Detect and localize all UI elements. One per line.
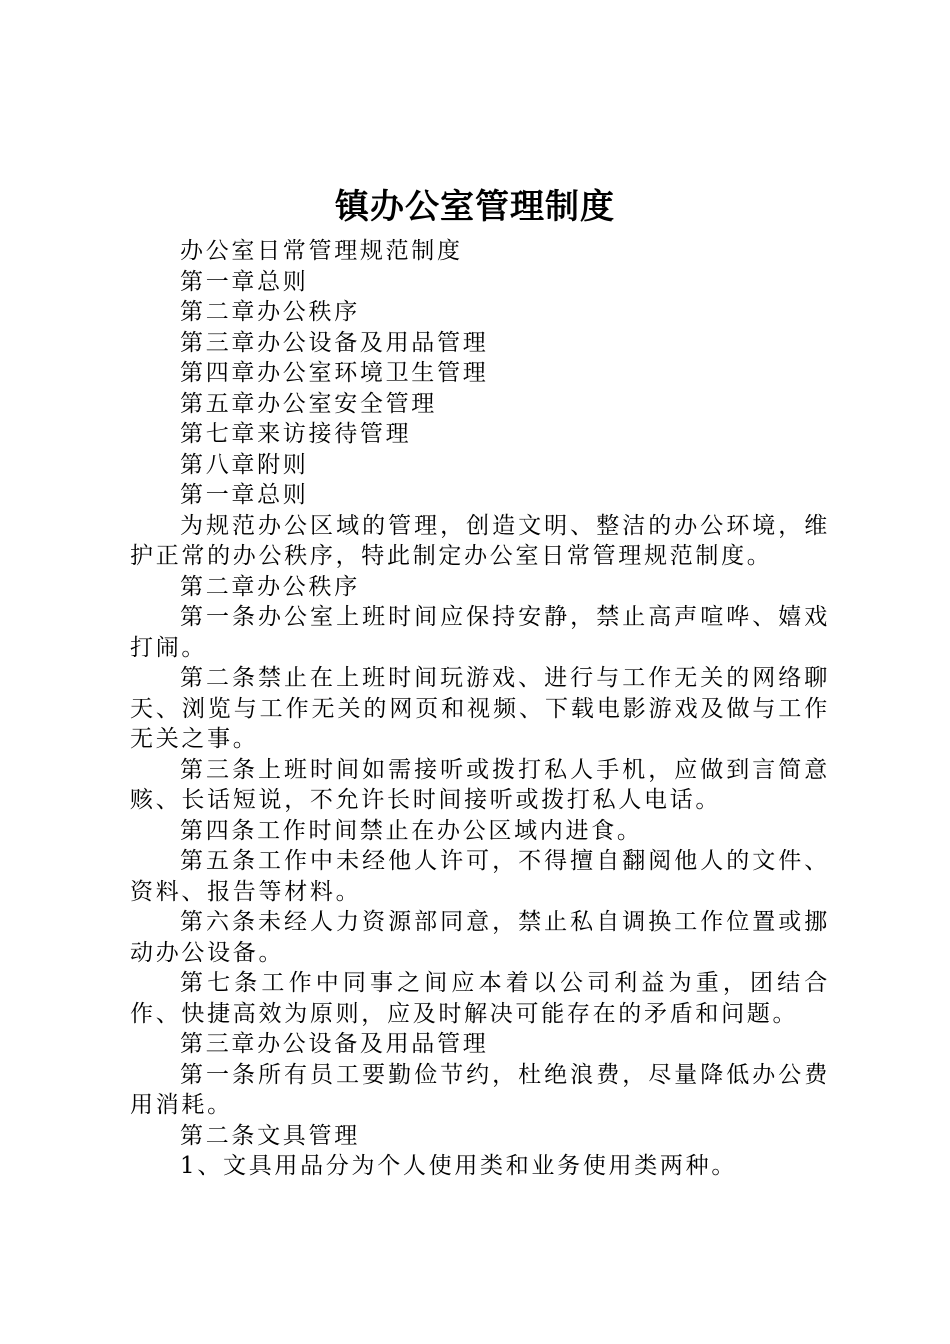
chapter-heading: 第七章来访接待管理: [180, 421, 412, 447]
article-paragraph: 第一条办公室上班时间应保持安静，禁止高声喧哗、嬉戏打闹。: [130, 604, 830, 661]
chapter-heading: 第二章办公秩序: [180, 299, 360, 325]
chapter-heading: 第八章附则: [180, 451, 309, 478]
article-paragraph: 第一条所有员工要勤俭节约，杜绝浪费，尽量降低办公费用消耗。: [130, 1061, 830, 1118]
chapter-heading: 第五章办公室安全管理: [180, 390, 437, 417]
document-title: 镇办公室管理制度: [335, 187, 615, 227]
article-paragraph: 第三条上班时间如需接听或拨打私人手机，应做到言简意赅、长话短说，不允许长时间接听或拨打私人电话。: [130, 756, 830, 813]
document-body: [130, 236, 830, 1182]
chapter-heading: 第四章办公室环境卫生管理: [180, 360, 489, 386]
chapter-heading: 第二章办公秩序: [180, 573, 360, 600]
chapter-heading: 第三章办公设备及用品管理: [180, 329, 489, 356]
chapter-heading: 第三章办公设备及用品管理: [180, 1031, 489, 1057]
chapter-heading: 第一章总则: [180, 268, 309, 295]
list-item: 1、文具用品分为个人使用类和业务使用类两种。: [180, 1153, 738, 1179]
article-paragraph: 第七条工作中同事之间应本着以公司利益为重，团结合作、快捷高效为原则，应及时解决可能存在的矛盾和问题。: [130, 970, 830, 1027]
paragraph: 为规范办公区域的管理，创造文明、整洁的办公环境，维护正常的办公秩序，特此制定办公室日常管理规范制度。: [130, 512, 830, 569]
article-paragraph: 第四条工作时间禁止在办公区域内进食。: [180, 817, 643, 844]
article-paragraph: 第二条禁止在上班时间玩游戏、进行与工作无关的网络聊天、浏览与工作无关的网页和视频、下载电影游戏及做与工作无关之事。: [130, 665, 830, 752]
paragraph: 办公室日常管理规范制度: [180, 238, 463, 264]
article-paragraph: 第六条未经人力资源部同意，禁止私自调换工作位置或挪动办公设备。: [130, 909, 830, 966]
article-paragraph: 第二条文具管理: [180, 1122, 360, 1149]
chapter-heading: 第一章总则: [180, 482, 309, 508]
article-paragraph: 第五条工作中未经他人许可，不得擅自翻阅他人的文件、资料、报告等材料。: [130, 848, 830, 905]
